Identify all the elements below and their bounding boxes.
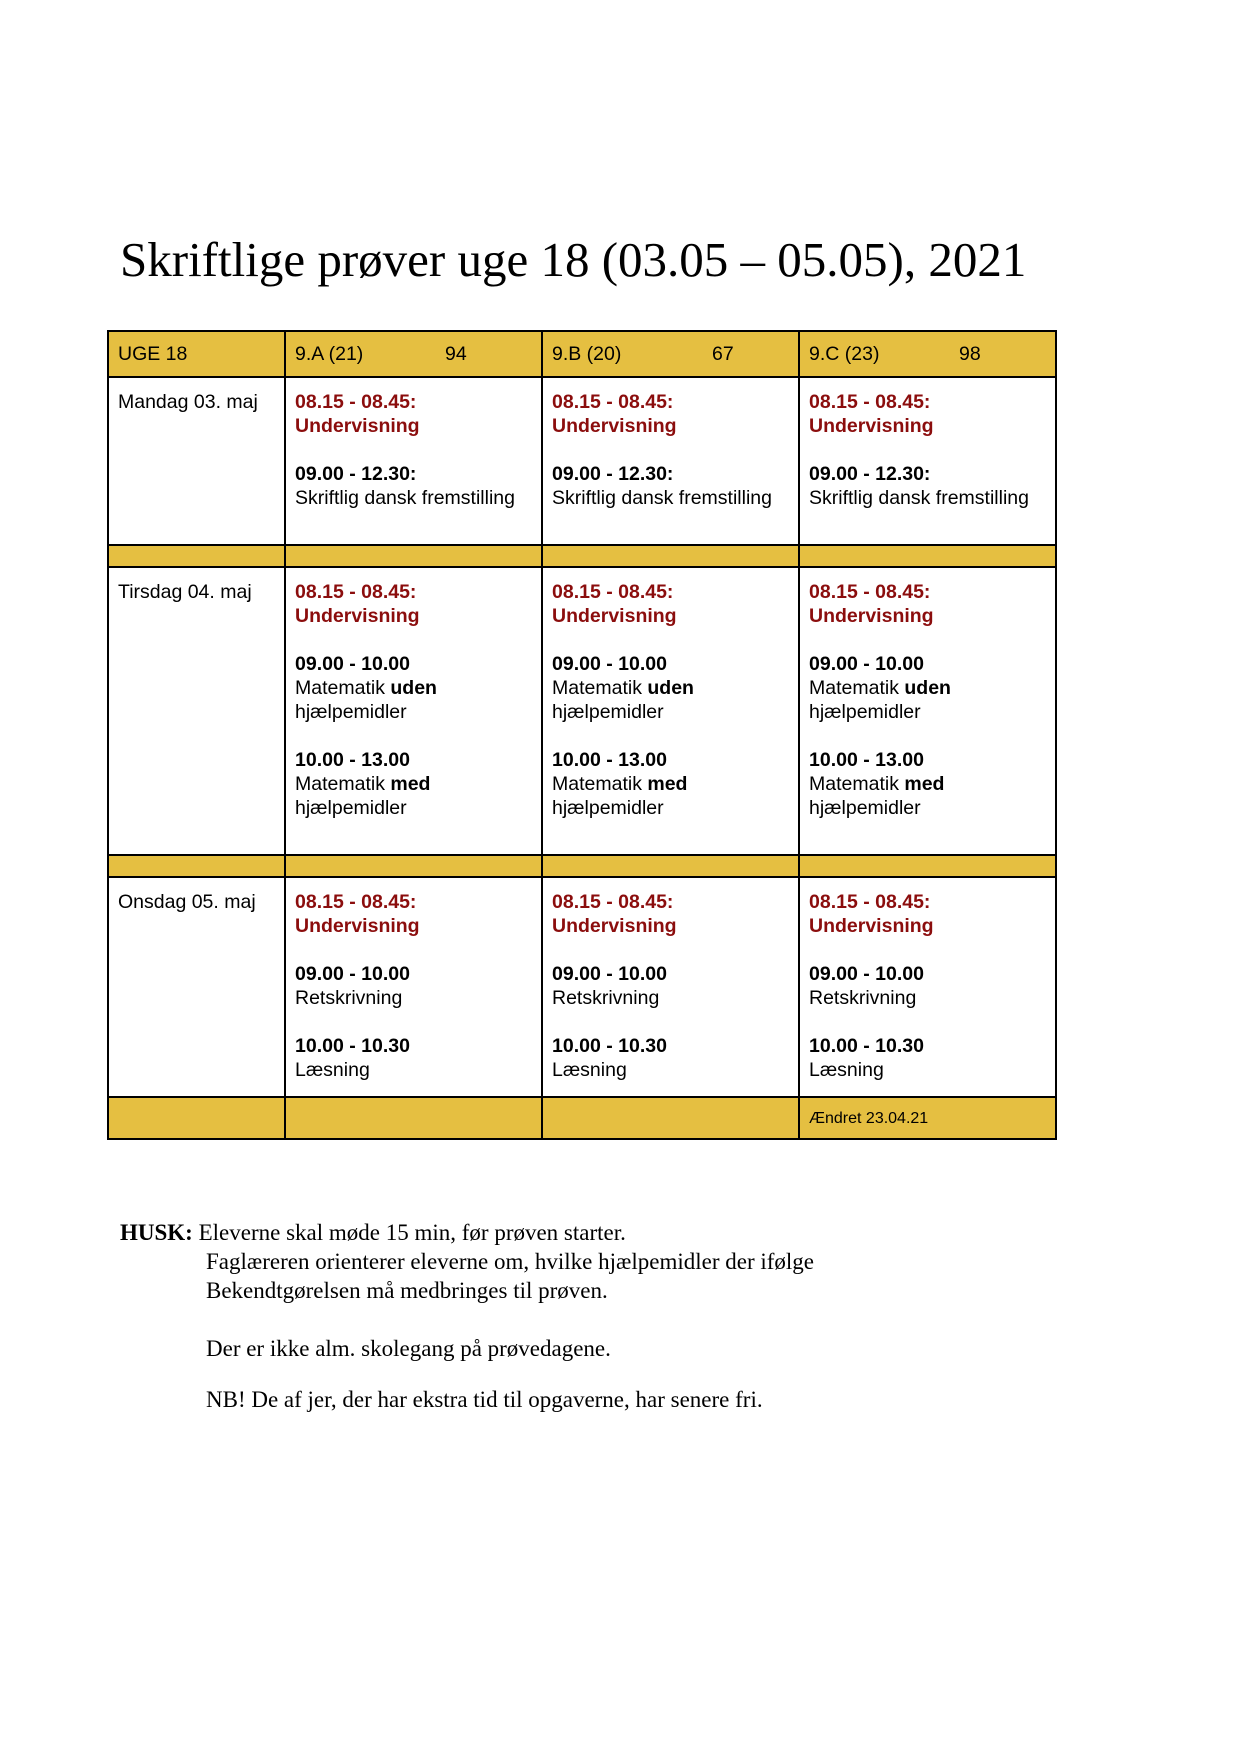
- note-line-1: [120, 1218, 814, 1247]
- desc-emphasis: med: [647, 773, 688, 795]
- desc-text: Matematik: [295, 677, 385, 699]
- slot-time: 09.00 - 10.00: [809, 653, 924, 675]
- band-cell: [108, 545, 285, 567]
- slot-description: Undervisning: [809, 415, 934, 437]
- slot-time: 10.00 - 10.30: [295, 1035, 410, 1057]
- time-slot: [809, 890, 1046, 938]
- slot-time: 08.15 - 08.45:: [809, 391, 931, 413]
- time-slot: [295, 1034, 532, 1082]
- time-slot: [809, 962, 1046, 1010]
- band-cell: [542, 545, 799, 567]
- day-label: Onsdag 05. maj: [118, 891, 256, 913]
- time-slot: [552, 748, 789, 820]
- slot-time: 09.00 - 10.00: [552, 653, 667, 675]
- schedule-cell: [542, 877, 799, 1097]
- time-slot: [295, 580, 532, 628]
- class-header-cell: [285, 331, 542, 377]
- slot-time: 09.00 - 10.00: [295, 653, 410, 675]
- slot-time: 10.00 - 10.30: [809, 1035, 924, 1057]
- slot-time: 10.00 - 13.00: [552, 749, 667, 771]
- exam-schedule-table: [107, 330, 1057, 1140]
- band-cell: [542, 1097, 799, 1139]
- slot-time: 09.00 - 12.30:: [295, 463, 417, 485]
- week-header-cell: [108, 331, 285, 377]
- desc-emphasis: uden: [904, 677, 951, 699]
- time-slot: [295, 652, 532, 724]
- slot-description-cont: hjælpemidler: [295, 797, 407, 819]
- spacer: [120, 1305, 814, 1334]
- day-cell: [108, 877, 285, 1097]
- note-line-4: Der er ikke alm. skolegang på prøvedagene.: [206, 1336, 611, 1361]
- band-cell: [799, 545, 1056, 567]
- note-line-3: Bekendtgørelsen må medbringes til prøven.: [206, 1278, 608, 1303]
- slot-time: 08.15 - 08.45:: [809, 581, 931, 603]
- slot-time: 08.15 - 08.45:: [552, 891, 674, 913]
- slot-description-cont: hjælpemidler: [295, 701, 407, 723]
- slot-time: 08.15 - 08.45:: [552, 391, 674, 413]
- time-slot: [552, 580, 789, 628]
- slot-description: [295, 772, 532, 796]
- schedule-cell: [542, 377, 799, 545]
- reminder-notes: [120, 1218, 814, 1414]
- slot-time: 08.15 - 08.45:: [295, 891, 417, 913]
- desc-text: Matematik: [809, 773, 899, 795]
- page-title: Skriftlige prøver uge 18 (03.05 – 05.05), 2021: [120, 232, 1027, 287]
- schedule-cell: [799, 377, 1056, 545]
- slot-description: Skriftlig dansk fremstilling: [552, 487, 772, 509]
- slot-description: Læsning: [552, 1059, 627, 1081]
- time-slot: [295, 962, 532, 1010]
- time-slot: [295, 462, 532, 510]
- note-line-2: Faglæreren orienterer eleverne om, hvilke hjælpemidler der ifølge: [206, 1249, 814, 1274]
- slot-time: 09.00 - 12.30:: [552, 463, 674, 485]
- slot-description: Undervisning: [809, 605, 934, 627]
- week-label: UGE 18: [118, 343, 188, 365]
- band-cell: [799, 1097, 1056, 1139]
- time-slot: [809, 748, 1046, 820]
- slot-description: Undervisning: [295, 915, 420, 937]
- class-header-cell: [542, 331, 799, 377]
- slot-description: Undervisning: [552, 915, 677, 937]
- slot-description: [809, 676, 1046, 700]
- slot-description-cont: hjælpemidler: [552, 797, 664, 819]
- class-number: 98: [959, 343, 981, 365]
- band-cell: [542, 855, 799, 877]
- slot-description: [552, 676, 789, 700]
- time-slot: [295, 390, 532, 438]
- desc-emphasis: uden: [647, 677, 694, 699]
- table-footer-row: [108, 1097, 1056, 1139]
- desc-text: Matematik: [552, 677, 642, 699]
- time-slot: [552, 652, 789, 724]
- band-cell: [285, 545, 542, 567]
- desc-text: Matematik: [552, 773, 642, 795]
- class-number: 94: [445, 343, 467, 365]
- slot-time: 09.00 - 10.00: [809, 963, 924, 985]
- changed-date-note: Ændret 23.04.21: [809, 1110, 929, 1127]
- slot-description-cont: hjælpemidler: [809, 701, 921, 723]
- class-label: 9.B (20): [552, 343, 622, 365]
- separator-band: [108, 545, 1056, 567]
- day-row-wednesday: [108, 877, 1056, 1097]
- desc-emphasis: med: [390, 773, 431, 795]
- day-label: Mandag 03. maj: [118, 391, 258, 413]
- desc-emphasis: uden: [390, 677, 437, 699]
- schedule-cell: [799, 567, 1056, 855]
- band-cell: [108, 855, 285, 877]
- time-slot: [552, 390, 789, 438]
- slot-description: [809, 772, 1046, 796]
- slot-description: Retskrivning: [552, 987, 660, 1009]
- day-label: Tirsdag 04. maj: [118, 581, 252, 603]
- slot-description: Læsning: [295, 1059, 370, 1081]
- day-cell: [108, 567, 285, 855]
- slot-time: 10.00 - 10.30: [552, 1035, 667, 1057]
- schedule-cell: [799, 877, 1056, 1097]
- time-slot: [809, 652, 1046, 724]
- slot-time: 08.15 - 08.45:: [809, 891, 931, 913]
- slot-time: 08.15 - 08.45:: [295, 391, 417, 413]
- slot-description: Undervisning: [295, 605, 420, 627]
- class-number: 67: [712, 343, 734, 365]
- slot-time: 10.00 - 13.00: [295, 749, 410, 771]
- slot-description: Retskrivning: [295, 987, 403, 1009]
- separator-band: [108, 855, 1056, 877]
- slot-time: 10.00 - 13.00: [809, 749, 924, 771]
- schedule-cell: [285, 377, 542, 545]
- table-header-row: [108, 331, 1056, 377]
- slot-description-cont: hjælpemidler: [809, 797, 921, 819]
- time-slot: [552, 462, 789, 510]
- band-cell: [285, 1097, 542, 1139]
- time-slot: [809, 462, 1046, 510]
- desc-emphasis: med: [904, 773, 945, 795]
- schedule-cell: [542, 567, 799, 855]
- class-header-cell: [799, 331, 1056, 377]
- note-text: Eleverne skal møde 15 min, før prøven starter.: [198, 1220, 626, 1245]
- slot-description: Læsning: [809, 1059, 884, 1081]
- slot-time: 08.15 - 08.45:: [552, 581, 674, 603]
- time-slot: [552, 962, 789, 1010]
- slot-description: Retskrivning: [809, 987, 917, 1009]
- band-cell: [285, 855, 542, 877]
- slot-time: 08.15 - 08.45:: [295, 581, 417, 603]
- slot-description-cont: hjælpemidler: [552, 701, 664, 723]
- band-cell: [108, 1097, 285, 1139]
- band-cell: [799, 855, 1056, 877]
- slot-description: Skriftlig dansk fremstilling: [295, 487, 515, 509]
- slot-description: Undervisning: [552, 605, 677, 627]
- slot-time: 09.00 - 10.00: [295, 963, 410, 985]
- desc-text: Matematik: [295, 773, 385, 795]
- slot-description: Undervisning: [295, 415, 420, 437]
- slot-time: 09.00 - 12.30:: [809, 463, 931, 485]
- note-line-5: NB! De af jer, der har ekstra tid til opgaverne, har senere fri.: [206, 1387, 763, 1412]
- class-label: 9.C (23): [809, 343, 880, 365]
- day-cell: [108, 377, 285, 545]
- time-slot: [295, 748, 532, 820]
- time-slot: [295, 890, 532, 938]
- day-row-tuesday: [108, 567, 1056, 855]
- day-row-monday: [108, 377, 1056, 545]
- time-slot: [552, 1034, 789, 1082]
- slot-description: [552, 772, 789, 796]
- time-slot: [809, 390, 1046, 438]
- husk-label: HUSK:: [120, 1220, 193, 1245]
- slot-time: 09.00 - 10.00: [552, 963, 667, 985]
- slot-description: Undervisning: [552, 415, 677, 437]
- class-label: 9.A (21): [295, 343, 364, 365]
- spacer: [120, 1363, 814, 1385]
- slot-description: Skriftlig dansk fremstilling: [809, 487, 1029, 509]
- time-slot: [809, 580, 1046, 628]
- slot-description: [295, 676, 532, 700]
- schedule-cell: [285, 567, 542, 855]
- schedule-cell: [285, 877, 542, 1097]
- desc-text: Matematik: [809, 677, 899, 699]
- slot-description: Undervisning: [809, 915, 934, 937]
- time-slot: [809, 1034, 1046, 1082]
- time-slot: [552, 890, 789, 938]
